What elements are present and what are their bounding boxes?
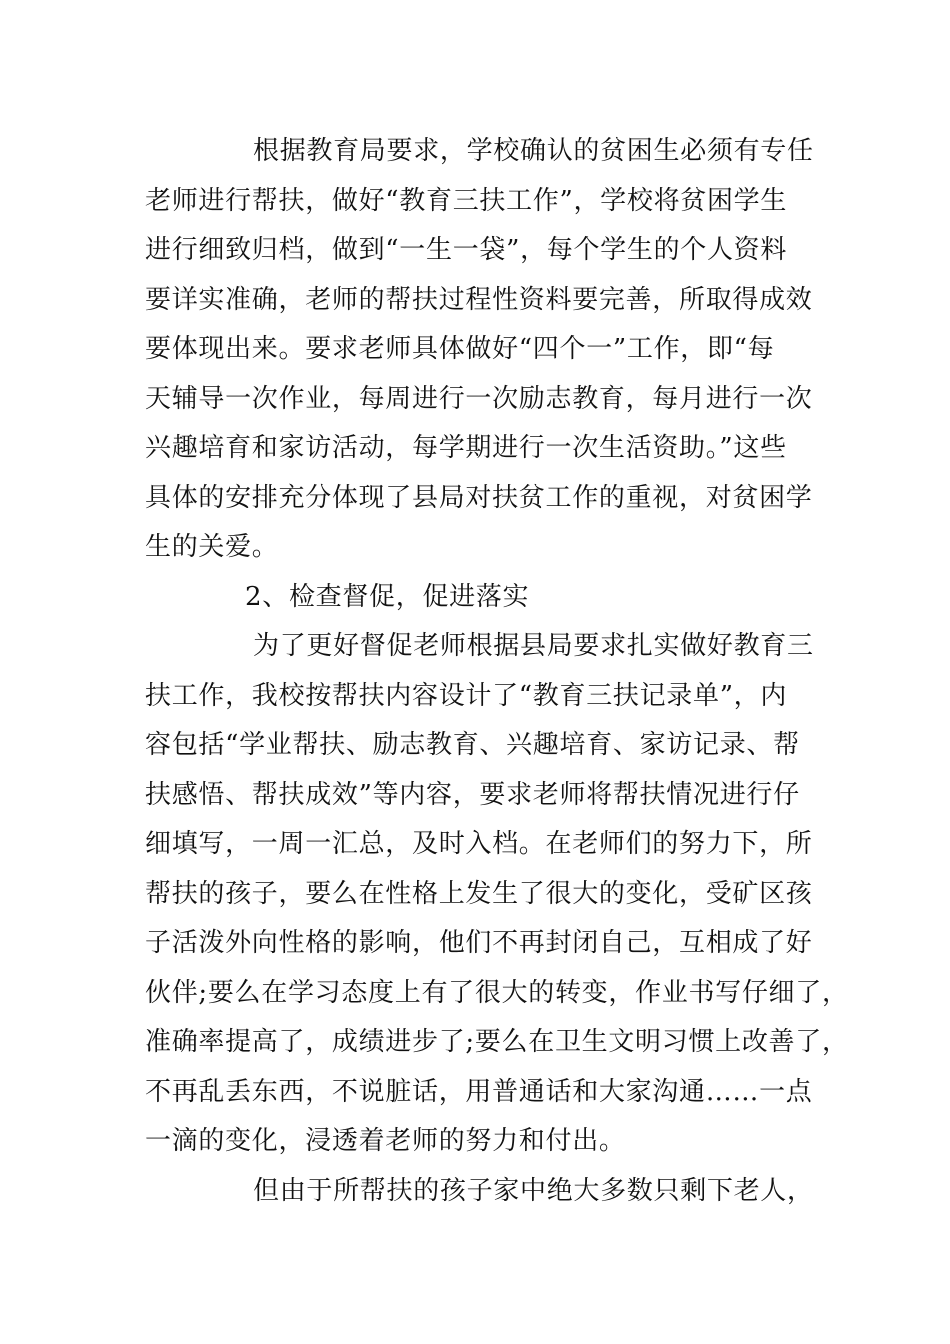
paragraph-2-line-6: 帮扶的孩子，要么在性格上发生了很大的变化，受矿区孩 [145, 878, 813, 909]
paragraph-1-line-7: 兴趣培育和家访活动，每学期进行一次生活资助。”这些 [145, 433, 787, 463]
paragraph-2-line-4: 扶感悟、帮扶成效”等内容，要求老师将帮扶情况进行仔 [145, 779, 800, 810]
section-heading: 2、检查督促，促进落实 [245, 581, 530, 612]
paragraph-2-line-10: 不再乱丢东西，不说脏话，用普通话和大家沟通……一点 [145, 1076, 813, 1107]
paragraph-1-line-2: 老师进行帮扶，做好“教育三扶工作”，学校将贫困学生 [145, 185, 788, 216]
paragraph-1-line-3: 进行细致归档，做到“一生一袋”，每个学生的个人资料 [145, 235, 788, 265]
paragraph-3-line-1: 但由于所帮扶的孩子家中绝大多数只剩下老人， [253, 1175, 814, 1206]
paragraph-2-line-1: 为了更好督促老师根据县局要求扎实做好教育三 [253, 631, 814, 661]
paragraph-2-line-7: 子活泼外向性格的影响，他们不再封闭自己，互相成了好 [145, 928, 813, 958]
paragraph-1-line-9: 生的关爱。 [145, 532, 279, 562]
paragraph-1-line-1: 根据教育局要求，学校确认的贫困生必须有专任 [253, 136, 814, 166]
paragraph-2-line-9: 准确率提高了，成绩进步了;要么在卫生文明习惯上改善了， [145, 1027, 849, 1057]
paragraph-1-line-4: 要详实准确，老师的帮扶过程性资料要完善，所取得成效 [145, 284, 813, 315]
paragraph-1-line-6: 天辅导一次作业，每周进行一次励志教育，每月进行一次 [145, 383, 813, 414]
paragraph-2-line-11: 一滴的变化，浸透着老师的努力和付出。 [145, 1126, 626, 1156]
paragraph-2-line-5: 细填写，一周一汇总，及时入档。在老师们的努力下，所 [145, 829, 813, 859]
paragraph-1-line-5: 要体现出来。要求老师具体做好“四个一”工作，即“每 [145, 334, 775, 364]
paragraph-2-line-8: 伙伴;要么在学习态度上有了很大的转变，作业书写仔细了， [145, 977, 849, 1008]
document-body [145, 127, 849, 1216]
paragraph-2-line-2: 扶工作，我校按帮扶内容设计了“教育三扶记录单”，内 [145, 680, 788, 711]
paragraph-1-line-8: 具体的安排充分体现了县局对扶贫工作的重视，对贫困学 [145, 482, 813, 513]
paragraph-2-line-3: 容包括“学业帮扶、励志教育、兴趣培育、家访记录、帮 [145, 730, 800, 760]
